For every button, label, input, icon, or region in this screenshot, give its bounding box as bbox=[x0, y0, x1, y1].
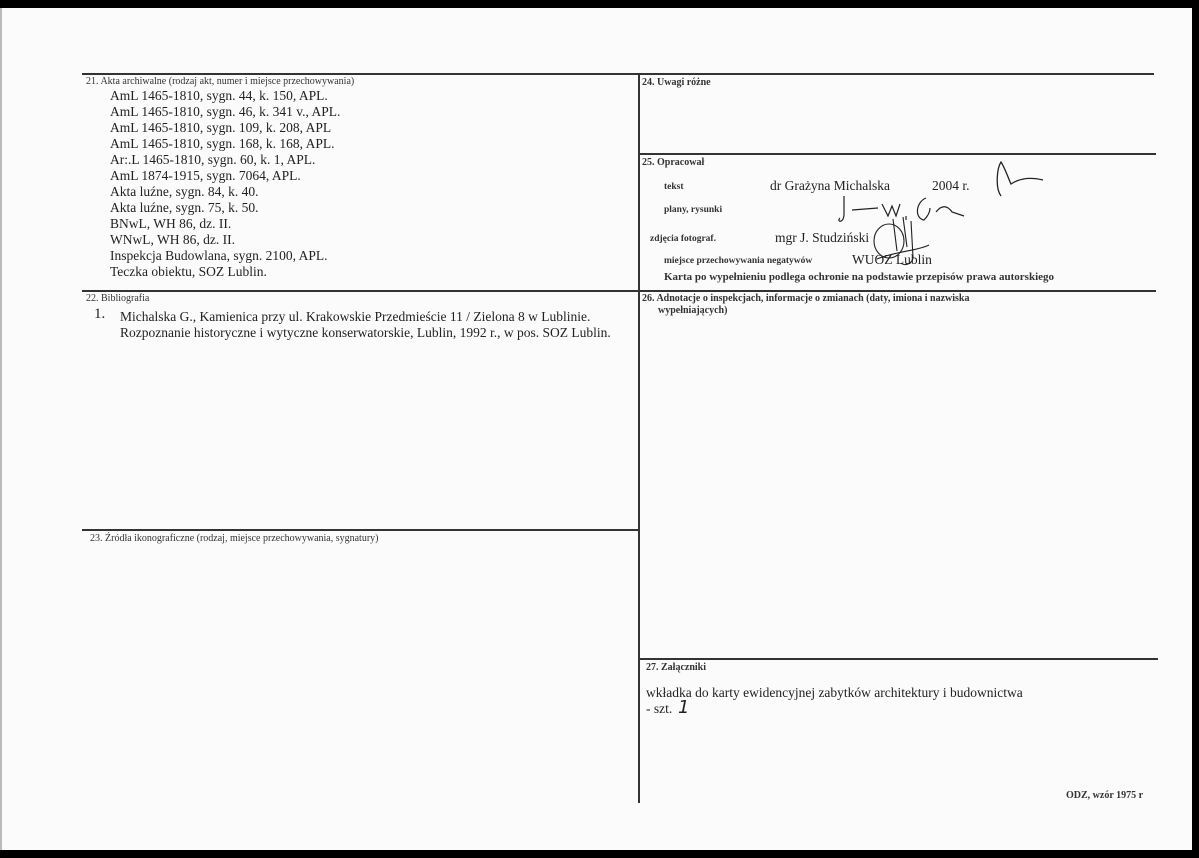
rule-middle bbox=[82, 290, 1156, 292]
zdjecia-label: zdjęcia fotograf. bbox=[650, 234, 716, 244]
rule-25-top bbox=[638, 153, 1156, 155]
bibliography-number: 1. bbox=[94, 306, 106, 322]
section-27-label: 27. Załączniki bbox=[646, 662, 707, 673]
section-21-label: 21. Akta archiwalne (rodzaj akt, numer i miejsce przechowywania) bbox=[86, 76, 355, 87]
negatywy-value: WUOZ Lublin bbox=[852, 252, 932, 267]
section-23-label: 23. Źródła ikonograficzne (rodzaj, miejsce przechowywania, sygnatury) bbox=[90, 533, 379, 544]
negatywy-label: miejsce przechowywania negatywów bbox=[664, 256, 813, 266]
rule-vertical bbox=[638, 73, 640, 803]
bibliography-line-2: Rozpoznanie historyczne i wytyczne konserwatorskie, Lublin, 1992 r., w pos. SOZ Lublin. bbox=[120, 325, 611, 340]
copyright-notice: Karta po wypełnieniu podlega ochronie na podstawie przepisów prawa autorskiego bbox=[664, 271, 1055, 283]
archive-item: Teczka obiektu, SOZ Lublin. bbox=[110, 264, 267, 279]
section-25-label: 25. Opracował bbox=[642, 157, 705, 168]
archive-item: Ar:.L 1465-1810, sygn. 60, k. 1, APL. bbox=[110, 152, 316, 167]
archive-item: Inspekcja Budowlana, sygn. 2100, APL. bbox=[110, 248, 328, 263]
rule-27-top bbox=[638, 658, 1158, 660]
zdjecia-value: mgr J. Studziński bbox=[775, 230, 870, 245]
archive-item: Akta luźne, sygn. 84, k. 40. bbox=[110, 184, 259, 199]
tekst-value: dr Grażyna Michalska bbox=[770, 178, 890, 193]
bibliography-line-1: Michalska G., Kamienica przy ul. Krakowskie Przedmieście 11 / Zielona 8 w Lublinie. bbox=[120, 309, 591, 324]
tekst-label: tekst bbox=[664, 182, 684, 192]
plany-label: plany, rysunki bbox=[664, 205, 723, 215]
section-24-label: 24. Uwagi różne bbox=[642, 77, 711, 88]
archive-item: Akta luźne, sygn. 75, k. 50. bbox=[110, 200, 259, 215]
rule-23-top bbox=[82, 529, 640, 531]
signature-tekst bbox=[987, 158, 1047, 198]
form-id-footer: ODZ, wzór 1975 r bbox=[1066, 790, 1144, 801]
attachment-line-1: wkładka do karty ewidencyjnej zabytków architektury i budownictwa bbox=[646, 685, 1023, 700]
rule-top bbox=[82, 73, 1154, 75]
section-26-label-line-2: wypełniających) bbox=[658, 305, 728, 316]
section-22-label: 22. Bibliografia bbox=[86, 293, 150, 304]
signature-zdjecia bbox=[867, 211, 937, 269]
archive-item: BNwL, WH 86, dz. II. bbox=[110, 216, 232, 231]
archive-item: WNwL, WH 86, dz. II. bbox=[110, 232, 235, 247]
archive-item: AmL 1465-1810, sygn. 44, k. 150, APL. bbox=[110, 88, 328, 103]
attachment-line-2: - szt. bbox=[646, 701, 673, 716]
document-sheet bbox=[0, 8, 1192, 850]
archive-item: AmL 1465-1810, sygn. 109, k. 208, APL bbox=[110, 120, 332, 135]
section-26-label-line-1: 26. Adnotacje o inspekcjach, informacje o zmianach (daty, imiona i nazwiska bbox=[642, 293, 970, 304]
attachment-count-handwritten: 1 bbox=[678, 697, 690, 718]
archive-item: AmL 1465-1810, sygn. 168, k. 168, APL. bbox=[110, 136, 335, 151]
archive-item: AmL 1465-1810, sygn. 46, k. 341 v., APL. bbox=[110, 104, 341, 119]
archive-item: AmL 1874-1915, sygn. 7064, APL. bbox=[110, 168, 301, 183]
tekst-year: 2004 r. bbox=[932, 178, 970, 193]
